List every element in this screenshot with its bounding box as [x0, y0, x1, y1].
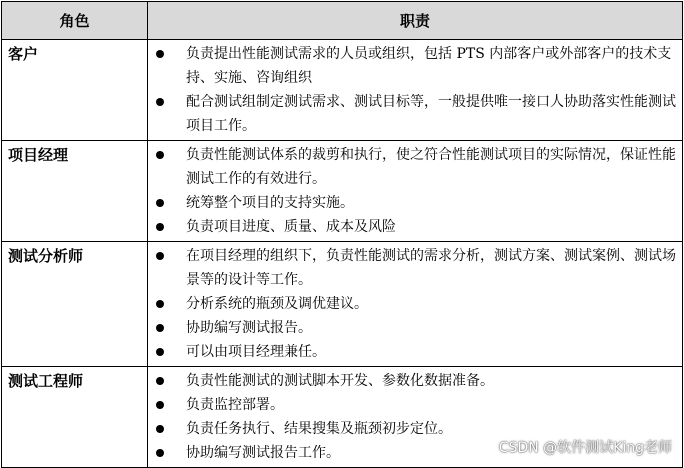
bullet-icon: [156, 300, 164, 308]
duties-list: [148, 242, 682, 366]
duty-text: 负责项目进度、质量、成本及风险: [186, 219, 396, 235]
bullet-icon: [156, 348, 164, 356]
bullet-icon: [156, 449, 164, 457]
bullet-icon: [156, 377, 164, 385]
bullet-icon: [156, 151, 164, 159]
header-duties: 职责: [148, 2, 683, 40]
list-item: [148, 340, 678, 364]
duty-text: 负责性能测试的测试脚本开发、参数化数据准备。: [186, 373, 494, 389]
duties-cell: [148, 40, 683, 141]
bullet-icon: [156, 324, 164, 332]
list-item: [148, 143, 678, 191]
bullet-icon: [156, 252, 164, 260]
duty-text: 分析系统的瓶颈及调优建议。: [186, 296, 368, 312]
duties-cell: [148, 242, 683, 367]
list-item: [148, 292, 678, 316]
bullet-icon: [156, 223, 164, 231]
roles-table: [1, 1, 683, 468]
table-row: [2, 141, 683, 242]
list-item: [148, 244, 678, 292]
bullet-icon: [156, 199, 164, 207]
duty-text: 协助编写测试报告。: [186, 320, 312, 336]
duty-text: 负责监控部署。: [186, 397, 284, 413]
bullet-icon: [156, 401, 164, 409]
table-body: [2, 40, 683, 468]
bullet-icon: [156, 98, 164, 106]
list-item: [148, 393, 678, 417]
duty-text: 在项目经理的组织下，负责性能测试的需求分析，测试方案、测试案例、测试场景等的设计等工作。: [186, 248, 676, 288]
duties-list: [148, 141, 682, 241]
duties-list: [148, 40, 682, 140]
table-row: [2, 242, 683, 367]
list-item: [148, 215, 678, 239]
table-header-row: [2, 2, 683, 40]
role-cell: 测试分析师: [2, 242, 148, 367]
duties-cell: [148, 141, 683, 242]
duty-text: 负责提出性能测试需求的人员或组织，包括 PTS 内部客户或外部客户的技术支持、实施、咨询组织: [186, 46, 672, 86]
bullet-icon: [156, 425, 164, 433]
list-item: [148, 191, 678, 215]
list-item: [148, 42, 678, 90]
watermark: CSDN @软件测试King老师: [498, 440, 672, 456]
duty-text: 统筹整个项目的支持实施。: [186, 195, 354, 211]
header-role: 角色: [2, 2, 148, 40]
list-item: [148, 316, 678, 340]
role-cell: 项目经理: [2, 141, 148, 242]
bullet-icon: [156, 50, 164, 58]
duty-text: 配合测试组制定测试需求、测试目标等，一般提供唯一接口人协助落实性能测试项目工作。: [186, 94, 676, 134]
role-cell: 客户: [2, 40, 148, 141]
role-cell: 测试工程师: [2, 367, 148, 468]
list-item: [148, 90, 678, 138]
duty-text: 负责任务执行、结果搜集及瓶颈初步定位。: [186, 421, 452, 437]
table-row: [2, 40, 683, 141]
duty-text: 协助编写测试报告工作。: [186, 445, 340, 461]
duty-text: 负责性能测试体系的裁剪和执行，使之符合性能测试项目的实际情况，保证性能测试工作的有效进行。: [186, 147, 676, 187]
list-item: [148, 369, 678, 393]
duty-text: 可以由项目经理兼任。: [186, 344, 326, 360]
